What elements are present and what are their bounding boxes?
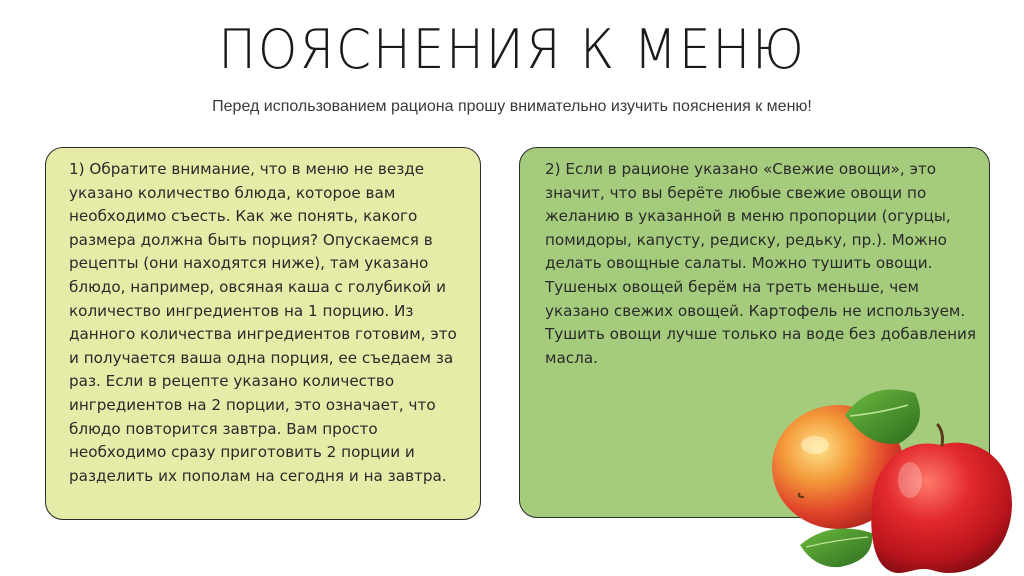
explanation-card-2-text: 2) Если в рационе указано «Свежие овощи», это значит, что вы берёте любые свежие овощи по желанию в указанной в меню пропорции (огурцы, помидоры, капусту, редиску, редьку, пр.). Можно делать овощные салаты. Можно тушить овощи. Тушеных овощей берём на треть меньше, чем указано свежих овощей. Картофель не используем. Тушить овощи лучше только на воде без добавления масла. [545, 160, 977, 367]
page-title: ПОЯСНЕНИЯ К МЕНЮ [218, 18, 806, 81]
page-subtitle: Перед использованием рациона прошу внимательно изучить пояснения к меню! [212, 98, 812, 115]
apples-illustration [760, 385, 1024, 576]
leaf-icon [800, 529, 872, 568]
explanation-card-1-text: 1) Обратите внимание, что в меню не везде указано количество блюда, которое вам необходимо съесть. Как же понять, какого размера должна быть порция? Опускаемся в рецепты (они находятся ниже), там указано блюдо, например, овсяная каша с голубикой и количество ингредиентов на 1 порцию. Из данного количества ингредиентов готовим, это и получается ваша одна порция, ее съедаем за раз. Если в рецепте указано количество ингредиентов на 2 порции, это означает, что блюдо повторится завтра. Вам просто необходимо сразу приготовить 2 порции и разделить их пополам на сегодня и на завтра. [69, 160, 457, 485]
explanation-card-1 [45, 147, 481, 520]
